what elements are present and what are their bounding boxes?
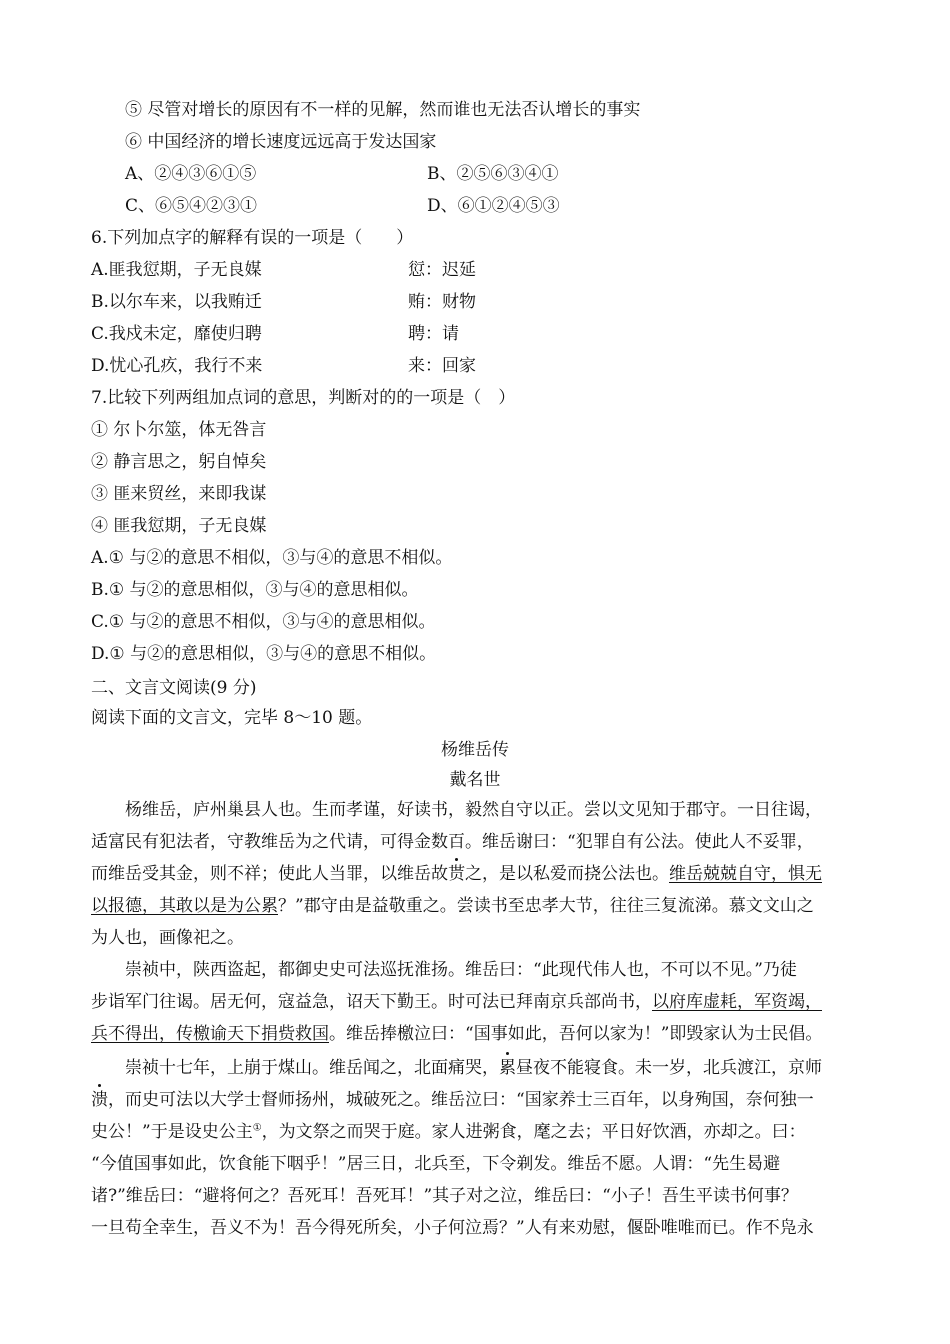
q5-option-a: A、②④③⑥①⑤ <box>125 164 257 184</box>
q6-row-d-sentence: D.忧心孔疚，我行不来 <box>91 356 263 376</box>
passage-p3-line-6: 一旦苟全幸生，吾义不为！吾今得死所矣，小子何泣焉？”人有来劝慰，偃卧唯唯而已。作不凫永 <box>91 1218 814 1238</box>
emphasis-char-kui: 溃 <box>91 1090 108 1110</box>
emphasis-char-shi: 贳 <box>448 864 465 884</box>
passage-p3-line-5: 诸?”维岳曰：“避将何之？吾死耳！吾死耳！”其子对之泣，维岳曰：“小子！吾生平读书何事？ <box>91 1186 798 1206</box>
passage-p3-line-3: 史公！”于是设史公主①，为文祭之而哭于庭。家人进粥食，麾之去；平日好饮酒，亦却之。曰： <box>91 1122 806 1142</box>
q7-option-a: A.① 与②的意思不相似，③与④的意思不相似。 <box>91 548 453 568</box>
underlined-sentence-2b: 兵不得出，传檄谕天下捐赀救国 <box>91 1024 329 1044</box>
footnote-marker: ① <box>252 1122 262 1134</box>
underlined-sentence-2a: 以府库虚耗，军资竭， <box>652 992 822 1012</box>
passage-p1-line-2: 适富民有犯法者，守教维岳为之代请，可得金数百。维岳谢曰：“犯罪自有公法。使此人不妥罪， <box>91 832 814 852</box>
q5-option-d: D、⑥①②④⑤③ <box>427 196 560 216</box>
passage-p1-line-3: 而维岳受其金，则不祥；使此人当罪，以维岳故贳之，是以私爱而挠公法也。维岳兢兢自守，惧无 <box>91 864 822 884</box>
q7-item-1: ① 尔卜尔筮，体无咎言 <box>91 420 267 440</box>
q7-option-d: D.① 与②的意思相似，③与④的意思不相似。 <box>91 644 437 664</box>
q6-row-d-gloss: 来：回家 <box>408 356 476 376</box>
q5-option-c: C、⑥⑤④②③① <box>125 196 258 216</box>
passage-p2-line-2: 步诣军门往谒。居无何，寇益急，诏天下勤王。时可法已拜南京兵部尚书，以府库虚耗，军资竭， <box>91 992 822 1012</box>
underlined-sentence-1a: 维岳兢兢自守，惧无 <box>669 864 822 884</box>
section-heading: 二、文言文阅读(9 分) <box>91 678 257 698</box>
q7-item-4: ④ 匪我愆期，子无良媒 <box>91 516 267 536</box>
q6-stem: 6.下列加点字的解释有误的一项是（ ） <box>91 228 414 248</box>
q6-row-b-gloss: 贿：财物 <box>408 292 476 312</box>
section-instruction: 阅读下面的文言文，完毕 8～10 题。 <box>91 708 373 728</box>
passage-author: 戴名世 <box>449 770 501 790</box>
passage-p1-line-1: 杨维岳，庐州巢县人也。生而孝谨，好读书，毅然自守以正。尝以文见知于郡守。一日往谒， <box>125 800 822 820</box>
passage-p2-line-1: 崇祯中，陕西盗起，都御史史可法巡抚淮扬。维岳曰：“此现代伟人也，不可以不见。”乃徒 <box>125 960 797 980</box>
passage-p1-line-4: 以报德，其敢以是为公累？”郡守由是益敬重之。尝读书至忠孝大节，往往三复流涕。慕文文山之 <box>91 896 814 916</box>
passage-p3-line-1: 崇祯十七年，上崩于煤山。维岳闻之，北面痛哭，累昼夜不能寝食。未一岁，北兵渡江，京师 <box>125 1058 822 1078</box>
q5-item-5: ⑤ 尽管对增长的原因有不一样的见解，然而谁也无法否认增长的事实 <box>125 100 641 120</box>
q7-option-c: C.① 与②的意思不相似，③与④的意思相似。 <box>91 612 436 632</box>
q7-item-3: ③ 匪来贸丝，来即我谋 <box>91 484 267 504</box>
q6-row-b-sentence: B.以尔车来，以我贿迁 <box>91 292 262 312</box>
passage-p2-line-3: 兵不得出，传檄谕天下捐赀救国。维岳捧檄泣曰：“国事如此，吾何以家为！”即毁家认为士民倡。 <box>91 1024 823 1044</box>
q6-row-c-gloss: 聘：请 <box>408 324 459 344</box>
passage-p1-line-5: 为人也，画像祀之。 <box>91 928 244 948</box>
emphasis-char-lei: 累 <box>499 1058 516 1078</box>
passage-p3-line-4: “今值国事如此，饮食能下咽乎！”居三日，北兵至，下令剃发。维岳不愿。人谓：“先生曷避 <box>91 1154 781 1174</box>
underlined-sentence-1b: 以报德，其敢以是为公累 <box>91 896 278 916</box>
q7-stem: 7.比较下列两组加点词的意思，判断对的的一项是（ ） <box>91 388 516 408</box>
q6-row-a-gloss: 愆：迟延 <box>408 260 476 280</box>
passage-title: 杨维岳传 <box>441 740 509 760</box>
q5-item-6: ⑥ 中国经济的增长速度远远高于发达国家 <box>125 132 437 152</box>
q6-row-c-sentence: C.我戍未定，靡使归聘 <box>91 324 262 344</box>
q7-option-b: B.① 与②的意思相似，③与④的意思相似。 <box>91 580 419 600</box>
q7-item-2: ② 静言思之，躬自悼矣 <box>91 452 267 472</box>
q6-row-a-sentence: A.匪我愆期，子无良媒 <box>91 260 262 280</box>
passage-p3-line-2: 溃，而史可法以大学士督师扬州，城破死之。维岳泣曰：“国家养士三百年，以身殉国，奈何独一 <box>91 1090 814 1110</box>
q5-option-b: B、②⑤⑥③④① <box>427 164 559 184</box>
